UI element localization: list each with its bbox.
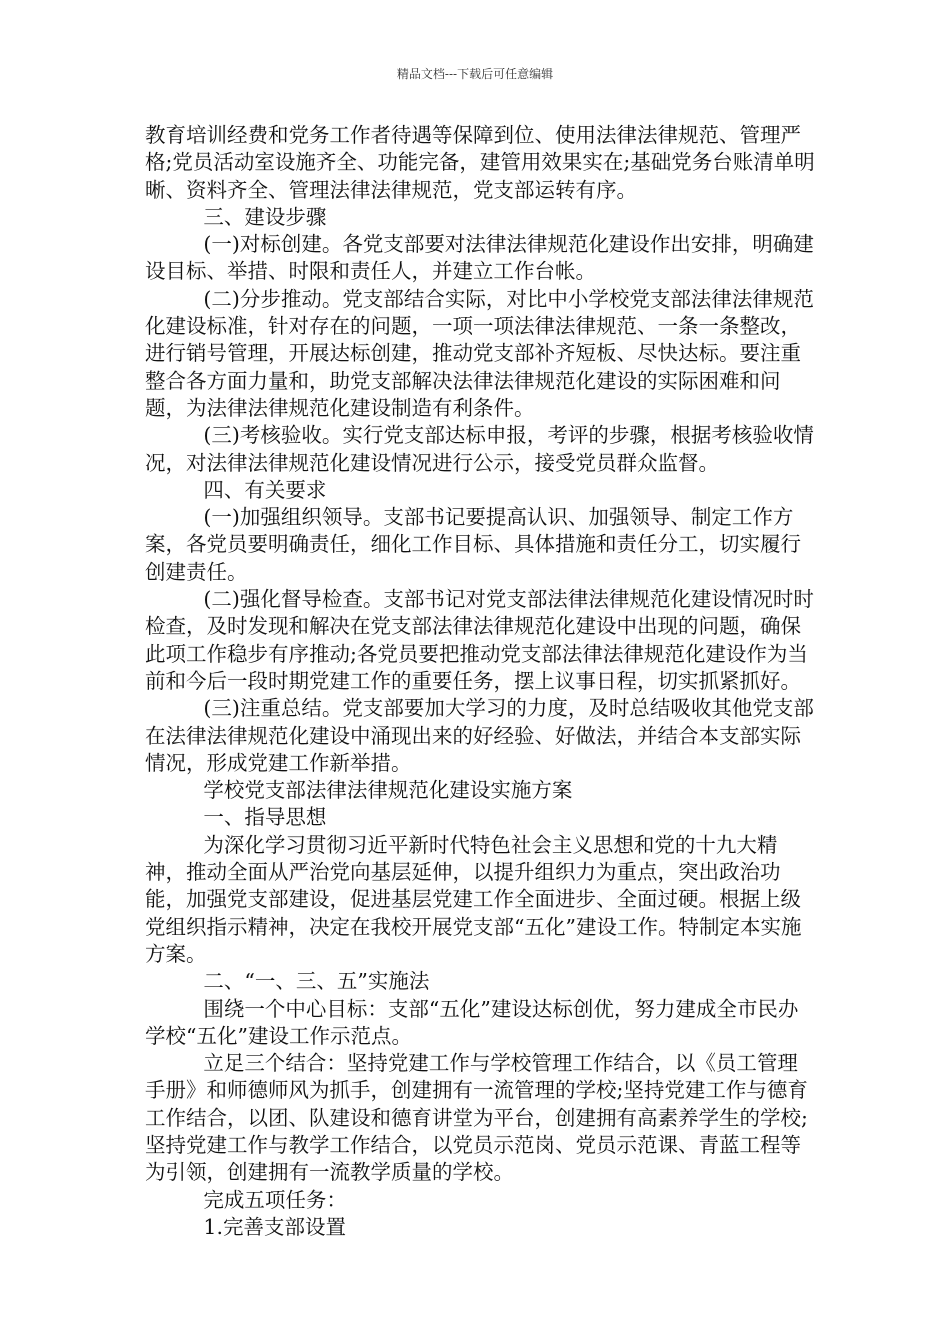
paragraph: (二)分步推动。党支部结合实际，对比中小学校党支部法律法律规范化建设标准，针对存在的问题，一项一项法律法律规范、一条一条整改，进行销号管理，开展达标创建，推动党支部补齐短板、尽快达标。要注重整合各方面力量和，助党支部解决法律法律规范化建设的实际困难和问题，为法律法律规范化建设制造有利条件。 — [145, 286, 814, 420]
document-title: 学校党支部法律法律规范化建设实施方案 — [203, 778, 573, 803]
paragraph: 立足三个结合：坚持党建工作与学校管理工作结合，以《员工管理手册》和师德师风为抓手，创建拥有一流管理的学校;坚持党建工作与德育工作结合，以团、队建设和德育讲堂为平台，创建拥有高素养学生的学校;坚持党建工作与教学工作结合，以党员示范岗、党员示范课、青蓝工程等为引领，创建拥有一流教学质量的学校。 — [145, 1051, 808, 1185]
paragraph: (三)考核验收。实行党支部达标申报，考评的步骤，根据考核验收情况，对法律法律规范化建设情况进行公示，接受党员群众监督。 — [145, 423, 814, 475]
list-item: 1.完善支部设置 — [203, 1214, 346, 1239]
section-heading: 三、建设步骤 — [203, 204, 327, 229]
paragraph: 围绕一个中心目标：支部“五化”建设达标创优，努力建成全市民办学校“五化”建设工作示范点。 — [145, 996, 799, 1048]
paragraph: 为深化学习贯彻习近平新时代特色社会主义思想和党的十九大精神，推动全面从严治党向基层延伸，以提升组织力为重点，突出政治功能，加强党支部建设，促进基层党建工作全面进步、全面过硬。根据上级党组织指示精神，决定在我校开展党支部“五化”建设工作。特制定本实施方案。 — [145, 832, 802, 966]
page-header: 精品文档---下载后可任意编辑 — [396, 67, 554, 81]
section-heading: 一、指导思想 — [203, 805, 327, 830]
paragraph: (三)注重总结。党支部要加大学习的力度，及时总结吸收其他党支部在法律法律规范化建设中涌现出来的好经验、好做法，并结合本支部实际情况，形成党建工作新举措。 — [145, 696, 814, 775]
section-heading: 二、“一、三、五”实施法 — [203, 969, 430, 994]
paragraph: (一)对标创建。各党支部要对法律法律规范化建设作出安排，明确建设目标、举措、时限和责任人，并建立工作台帐。 — [145, 232, 814, 284]
paragraph: (一)加强组织领导。支部书记要提高认识、加强领导、制定工作方案，各党员要明确责任，细化工作目标、具体措施和责任分工，切实履行创建责任。 — [145, 505, 801, 584]
paragraph: 教育培训经费和党务工作者待遇等保障到位、使用法律法律规范、管理严格;党员活动室设施齐全、功能完备，建管用效果实在;基础党务台账清单明晰、资料齐全、管理法律法律规范，党支部运转有序。 — [145, 123, 815, 202]
section-heading: 四、有关要求 — [203, 477, 327, 502]
paragraph: 完成五项任务： — [203, 1187, 347, 1212]
paragraph: (二)强化督导检查。支部书记对党支部法律法律规范化建设情况时时检查，及时发现和解决在党支部法律法律规范化建设中出现的问题，确保此项工作稳步有序推动;各党员要把推动党支部法律法律规范化建设作为当前和今后一段时期党建工作的重要任务，摆上议事日程，切实抓紧抓好。 — [145, 587, 814, 693]
document-body — [145, 122, 815, 1241]
